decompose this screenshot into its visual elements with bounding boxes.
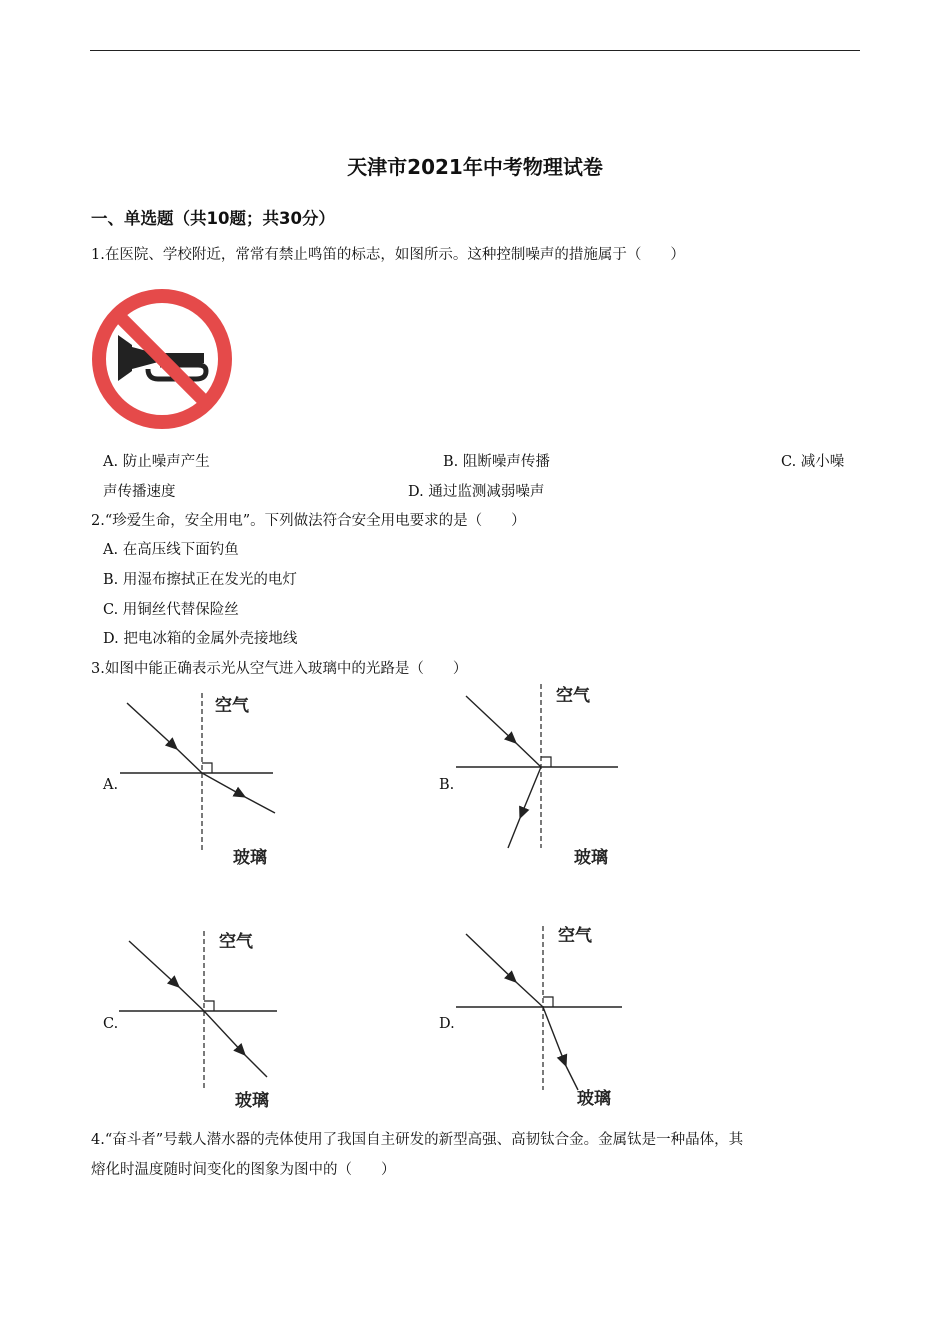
- q1-option-b: B. 阻断噪声传播: [443, 454, 550, 470]
- question-1-stem: 1.在医院、学校附近，常常有禁止鸣笛的标志，如图所示。这种控制噪声的措施属于（ ）: [91, 247, 685, 263]
- q3-option-c-label: C.: [103, 1016, 119, 1032]
- q3-diagram-d: [452, 920, 627, 1115]
- q2-option-b: B. 用湿布擦拭正在发光的电灯: [103, 572, 297, 588]
- air-label: 空气: [215, 696, 249, 716]
- q1-option-a: A. 防止噪声产生: [103, 454, 210, 470]
- page-title: 天津市2021年中考物理试卷: [347, 155, 603, 179]
- question-4-stem-line1: 4.“奋斗者”号载人潜水器的壳体使用了我国自主研发的新型高强、高韧钛合金。金属钛是一种晶体，其: [91, 1132, 744, 1148]
- question-4-stem-line2: 熔化时温度随时间变化的图象为图中的（ ）: [91, 1162, 396, 1178]
- header-rule: [90, 50, 860, 51]
- air-label: 空气: [219, 932, 253, 952]
- q3-option-b-label: B.: [439, 777, 455, 793]
- air-label: 空气: [558, 926, 592, 946]
- q1-option-c-part2: 声传播速度: [103, 484, 176, 500]
- q2-option-c: C. 用铜丝代替保险丝: [103, 602, 239, 618]
- q3-diagram-b: [452, 680, 627, 870]
- section-heading: 一、单选题（共10题；共30分）: [91, 209, 335, 228]
- glass-label: 玻璃: [577, 1089, 611, 1109]
- q2-option-d: D. 把电冰箱的金属外壳接地线: [103, 631, 298, 647]
- q3-option-a-label: A.: [103, 777, 119, 793]
- air-label: 空气: [556, 686, 590, 706]
- q1-option-d: D. 通过监测减弱噪声: [408, 484, 545, 500]
- question-2-stem: 2.“珍爱生命，安全用电”。下列做法符合安全用电要求的是（ ）: [91, 513, 526, 529]
- q2-option-a: A. 在高压线下面钓鱼: [103, 542, 239, 558]
- glass-label: 玻璃: [574, 848, 608, 868]
- no-horn-sign-icon: [88, 285, 238, 435]
- question-3-stem: 3.如图中能正确表示光从空气进入玻璃中的光路是（ ）: [91, 661, 468, 677]
- q1-option-c-part1: C. 减小噪: [781, 454, 845, 470]
- glass-label: 玻璃: [233, 848, 267, 868]
- q3-option-d-label: D.: [439, 1016, 455, 1032]
- glass-label: 玻璃: [235, 1091, 269, 1111]
- q3-diagram-a: [115, 685, 285, 870]
- q3-diagram-c: [115, 925, 290, 1120]
